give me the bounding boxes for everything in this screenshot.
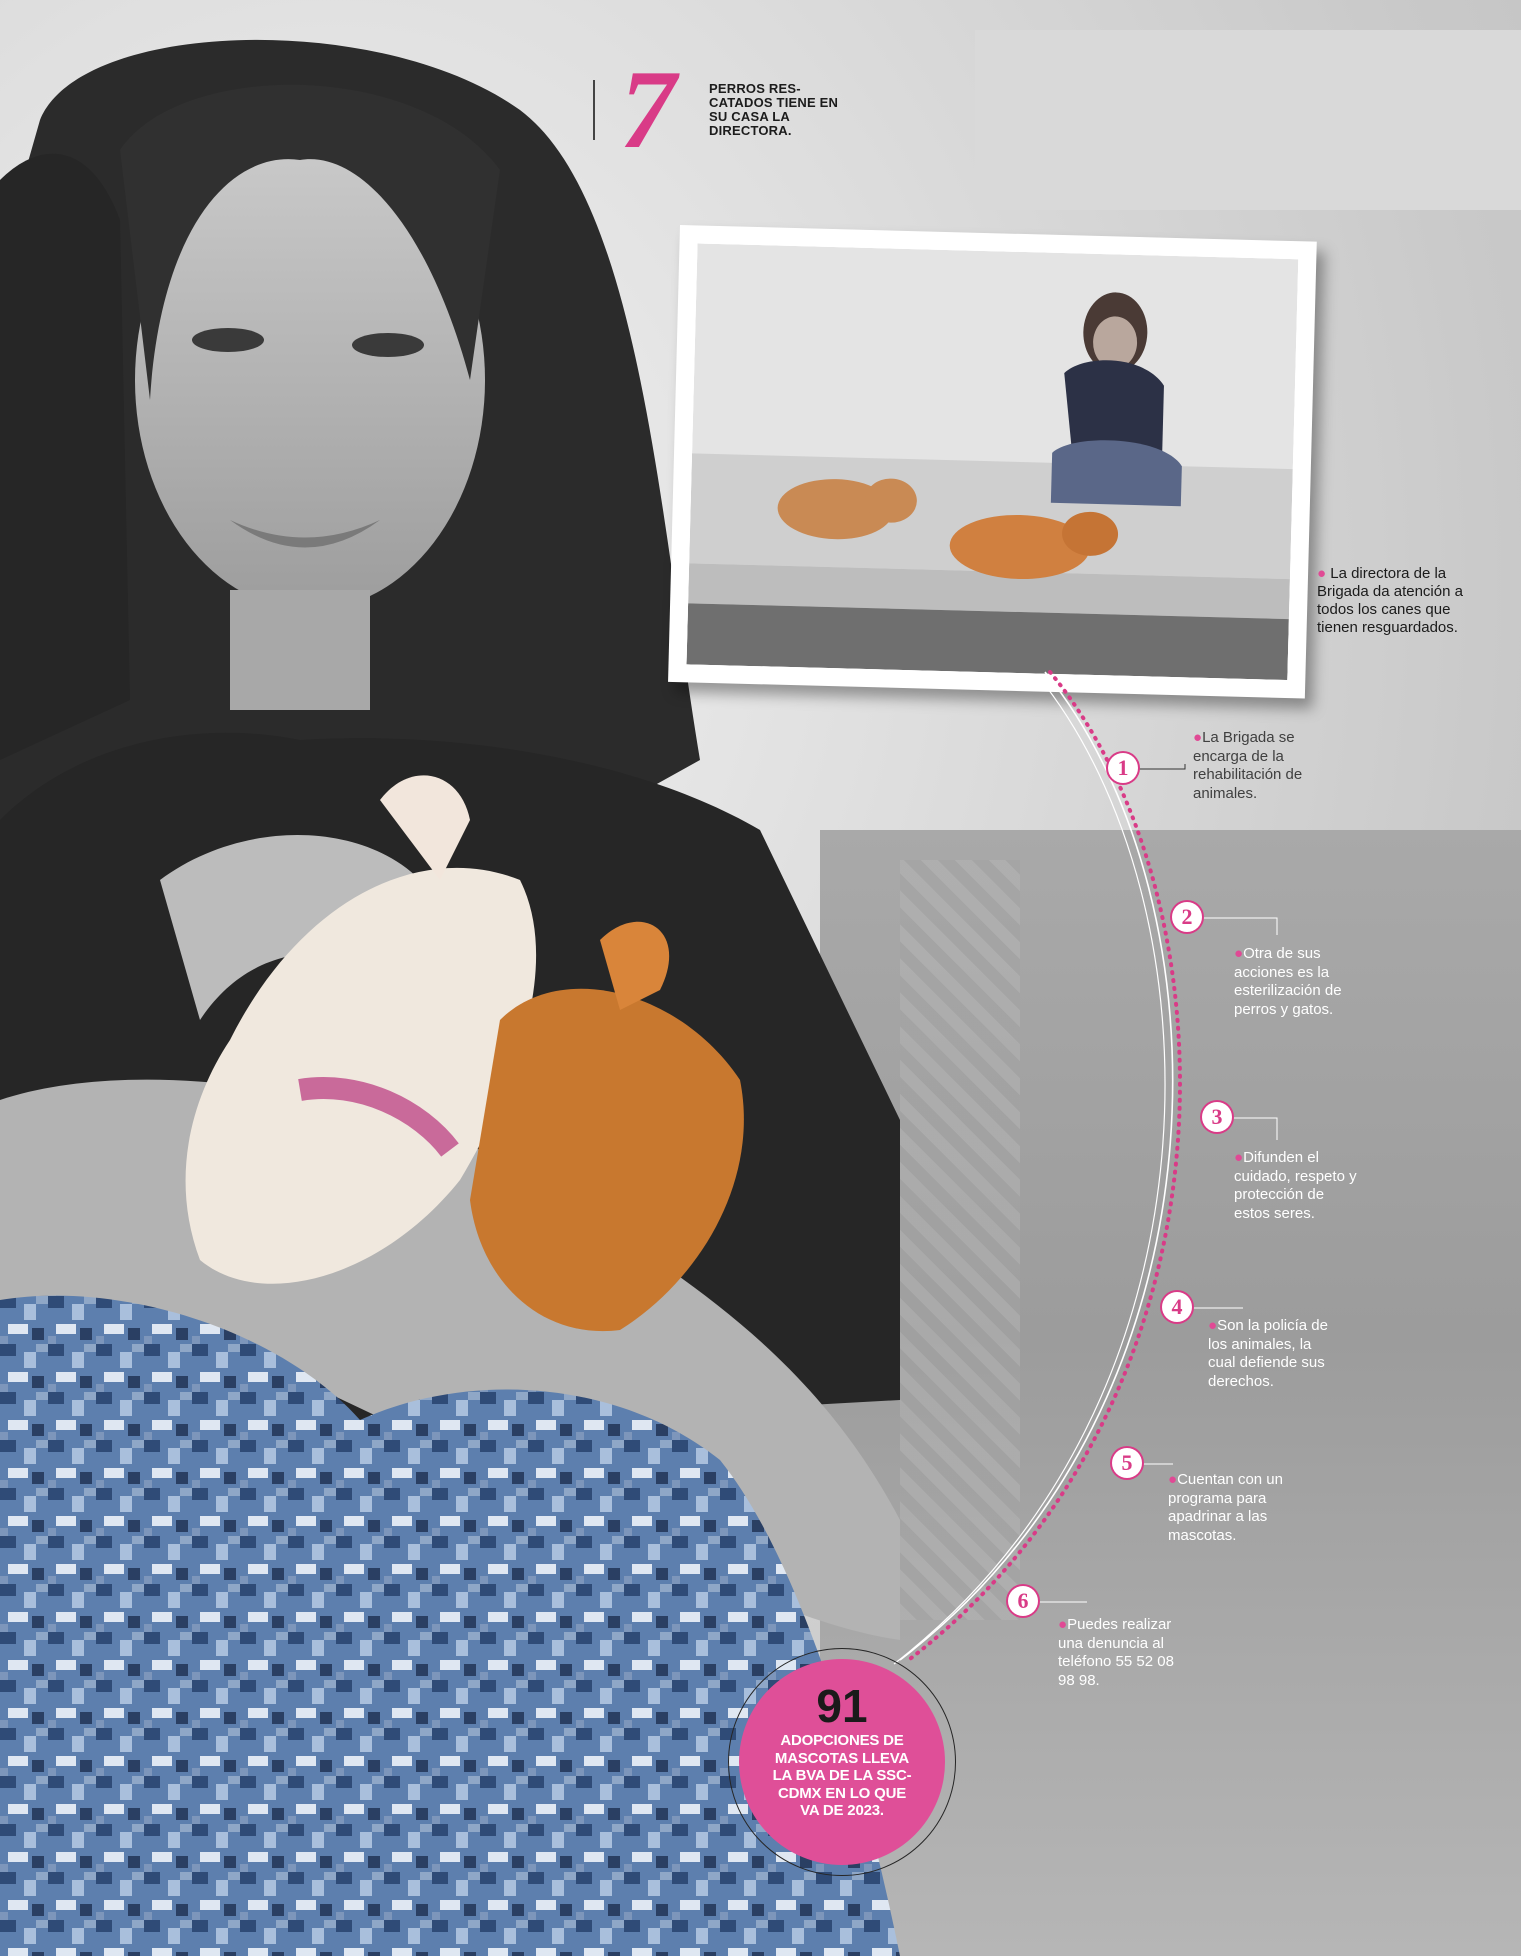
timeline-item-4 xyxy=(1208,1317,1338,1391)
timeline-number-4: 4 xyxy=(1162,1292,1192,1322)
background-light-panel xyxy=(975,30,1521,210)
timeline-item-5-text: Cuentan con un programa para apadrinar a las mascotas. xyxy=(1168,1471,1283,1544)
timeline-number-6: 6 xyxy=(1008,1586,1038,1616)
stat-divider xyxy=(593,80,595,140)
timeline-number-5: 5 xyxy=(1112,1448,1142,1478)
bullet-dot: ● xyxy=(1317,565,1327,582)
timeline-item-1-text: La Brigada se encarga de la rehabilitación de animales. xyxy=(1193,729,1303,802)
stat-number: 7 xyxy=(620,48,676,172)
timeline-number-1: 1 xyxy=(1108,753,1138,783)
adoptions-badge xyxy=(739,1659,945,1865)
timeline-item-5 xyxy=(1168,1471,1298,1545)
timeline-item-2 xyxy=(1234,945,1364,1019)
badge-number: 91 xyxy=(816,1680,868,1732)
timeline-item-2-text: Otra de sus acciones es la esterilización de perros y gatos. xyxy=(1234,945,1342,1018)
stat-text: PERROS RES-CATADOS TIENE EN SU CASA LA DIRECTORA. xyxy=(709,81,839,138)
bullet-dot: ● xyxy=(1058,1616,1068,1633)
inset-caption xyxy=(1317,565,1467,637)
badge-text: ADOPCIONES DE MASCOTAS LLEVA LA BVA DE LA SSC-CDMX EN LO QUE VA DE 2023. xyxy=(772,1732,912,1819)
bullet-dot: ● xyxy=(1234,945,1244,962)
timeline-number-3: 3 xyxy=(1202,1102,1232,1132)
inset-photo xyxy=(687,243,1299,680)
timeline-item-3-text: Difunden el cuidado, respeto y protección de estos seres. xyxy=(1234,1149,1357,1222)
timeline-item-1 xyxy=(1193,729,1323,803)
bullet-dot: ● xyxy=(1193,729,1203,746)
timeline-number-2: 2 xyxy=(1172,902,1202,932)
timeline-item-4-text: Son la policía de los animales, la cual defiende sus derechos. xyxy=(1208,1317,1328,1390)
inset-caption-text: La directora de la Brigada da atención a todos los canes que tienen resguardados. xyxy=(1317,565,1463,636)
timeline-item-6-text: Puedes realizar una denuncia al teléfono 55 52 08 98 98. xyxy=(1058,1616,1174,1689)
timeline-item-3 xyxy=(1234,1149,1364,1223)
bullet-dot: ● xyxy=(1234,1149,1244,1166)
bullet-dot: ● xyxy=(1208,1317,1218,1334)
timeline-item-6 xyxy=(1058,1616,1188,1690)
inset-photo-frame xyxy=(668,225,1317,699)
bullet-dot: ● xyxy=(1168,1471,1178,1488)
stat-rescued-dogs xyxy=(593,48,853,172)
